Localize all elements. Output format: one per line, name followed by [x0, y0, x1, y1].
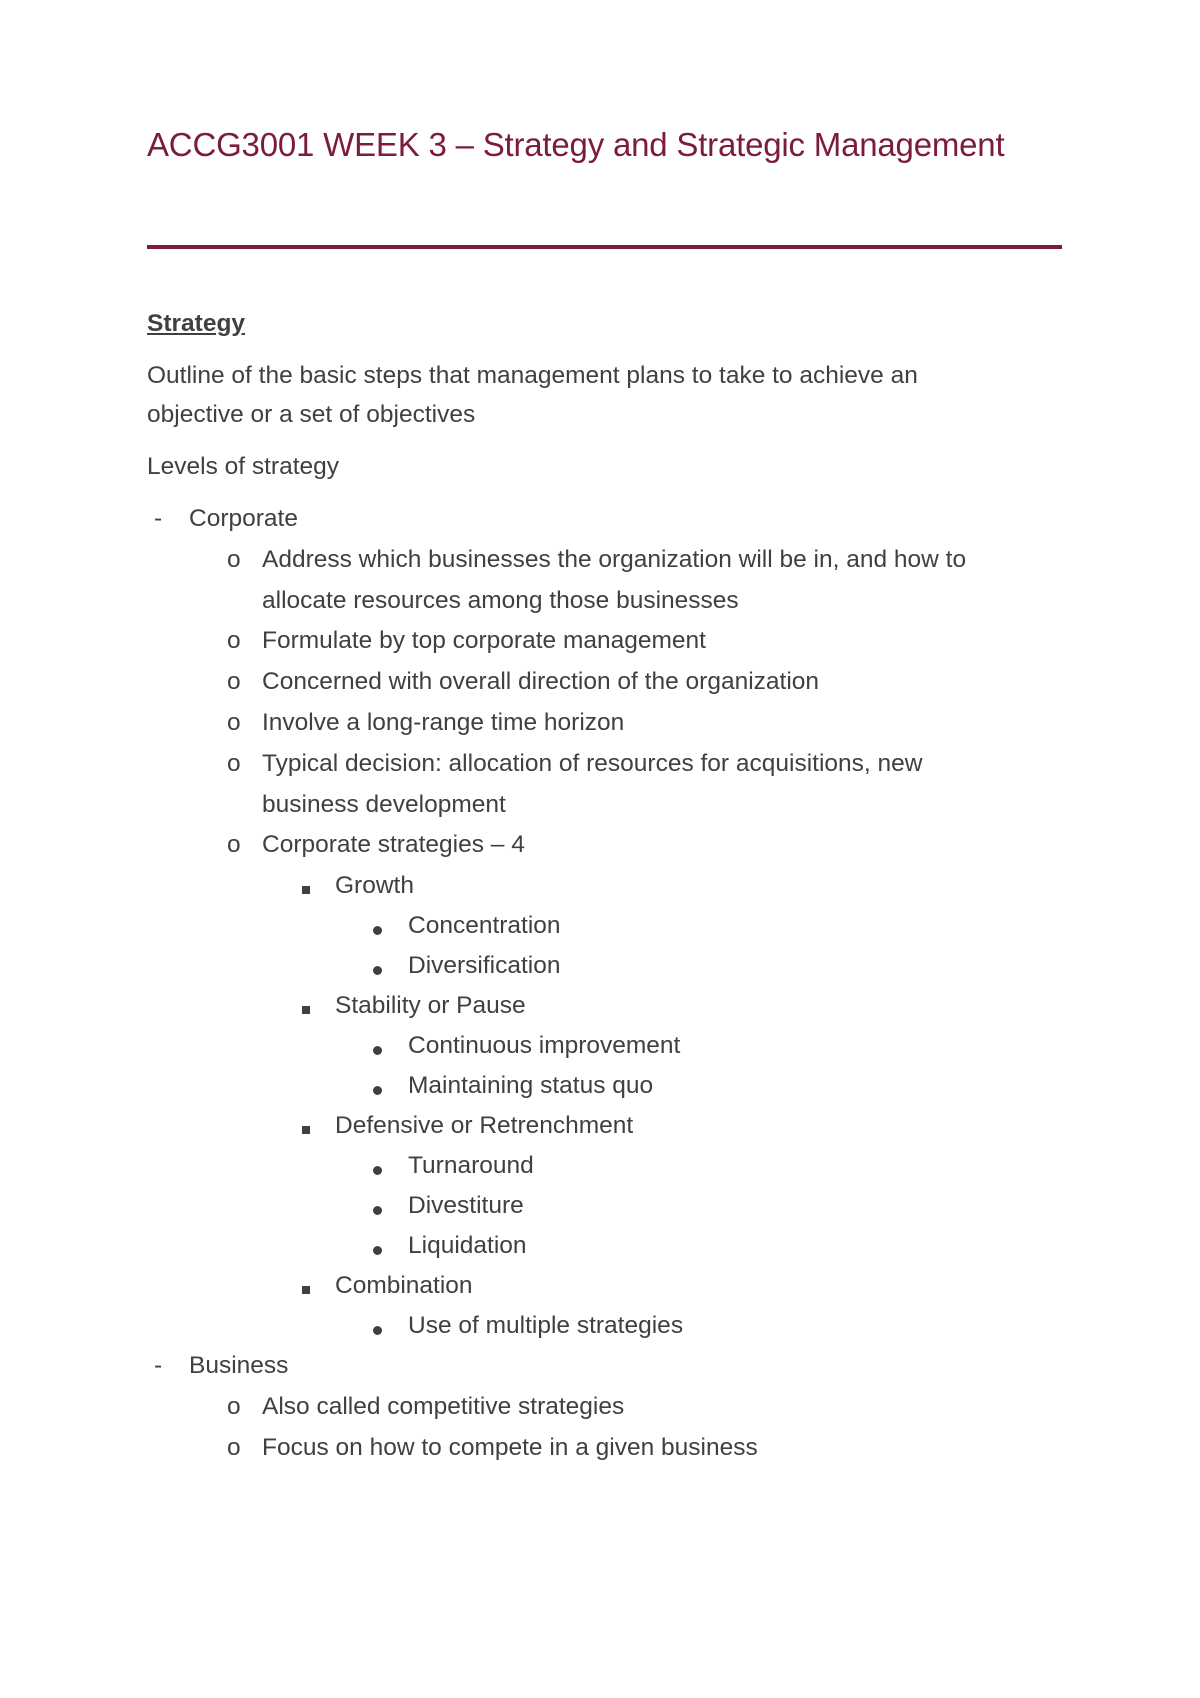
definition-line-1: Outline of the basic steps that management plans to take to achieve an [147, 362, 918, 389]
square-bullet-icon [302, 1006, 310, 1014]
corporate-point-1-line-1: Address which businesses the organization will be in, and how to [262, 546, 967, 573]
square-bullet-icon [302, 886, 310, 894]
combination-multiple: Use of multiple strategies [408, 1312, 684, 1339]
dash-bullet: - [154, 1352, 163, 1379]
business-point-2: Focus on how to compete in a given business [262, 1434, 758, 1461]
circle-bullet: o [227, 627, 241, 654]
levels-intro: Levels of strategy [147, 453, 340, 480]
growth-concentration: Concentration [408, 912, 561, 939]
dash-bullet: - [154, 505, 163, 532]
defensive-liquidation: Liquidation [408, 1232, 527, 1259]
corporate-point-3: Concerned with overall direction of the organization [262, 668, 820, 695]
circle-bullet: o [227, 709, 241, 736]
circle-bullet: o [227, 546, 241, 573]
corporate-point-5-line-1: Typical decision: allocation of resources for acquisitions, new [262, 750, 923, 777]
growth-diversification: Diversification [408, 952, 561, 979]
corporate-point-1-line-2: allocate resources among those businesses [262, 587, 739, 614]
strategy-stability: Stability or Pause [335, 992, 526, 1019]
list-item-business: Business [189, 1352, 289, 1379]
circle-bullet: o [227, 831, 241, 858]
corporate-point-2: Formulate by top corporate management [262, 627, 706, 654]
strategy-growth: Growth [335, 872, 414, 899]
round-bullet-icon [373, 926, 382, 935]
corporate-point-5-line-2: business development [262, 791, 506, 818]
circle-bullet: o [227, 1434, 241, 1461]
corporate-point-6: Corporate strategies – 4 [262, 831, 525, 858]
square-bullet-icon [302, 1126, 310, 1134]
stability-status-quo: Maintaining status quo [408, 1072, 654, 1099]
defensive-divestiture: Divestiture [408, 1192, 524, 1219]
defensive-turnaround: Turnaround [408, 1152, 534, 1179]
circle-bullet: o [227, 750, 241, 777]
round-bullet-icon [373, 966, 382, 975]
round-bullet-icon [373, 1206, 382, 1215]
section-heading-strategy: Strategy [147, 310, 246, 337]
strategy-defensive: Defensive or Retrenchment [335, 1112, 634, 1139]
title-divider [147, 245, 1062, 249]
list-item-corporate: Corporate [189, 505, 298, 532]
circle-bullet: o [227, 1393, 241, 1420]
circle-bullet: o [227, 668, 241, 695]
definition-line-2: objective or a set of objectives [147, 401, 476, 428]
round-bullet-icon [373, 1246, 382, 1255]
strategy-combination: Combination [335, 1272, 473, 1299]
round-bullet-icon [373, 1326, 382, 1335]
round-bullet-icon [373, 1046, 382, 1055]
round-bullet-icon [373, 1086, 382, 1095]
stability-continuous-improvement: Continuous improvement [408, 1032, 681, 1059]
square-bullet-icon [302, 1286, 310, 1294]
round-bullet-icon [373, 1166, 382, 1175]
corporate-point-4: Involve a long-range time horizon [262, 709, 625, 736]
business-point-1: Also called competitive strategies [262, 1393, 625, 1420]
page-title: ACCG3001 WEEK 3 – Strategy and Strategic Management [147, 126, 1005, 163]
